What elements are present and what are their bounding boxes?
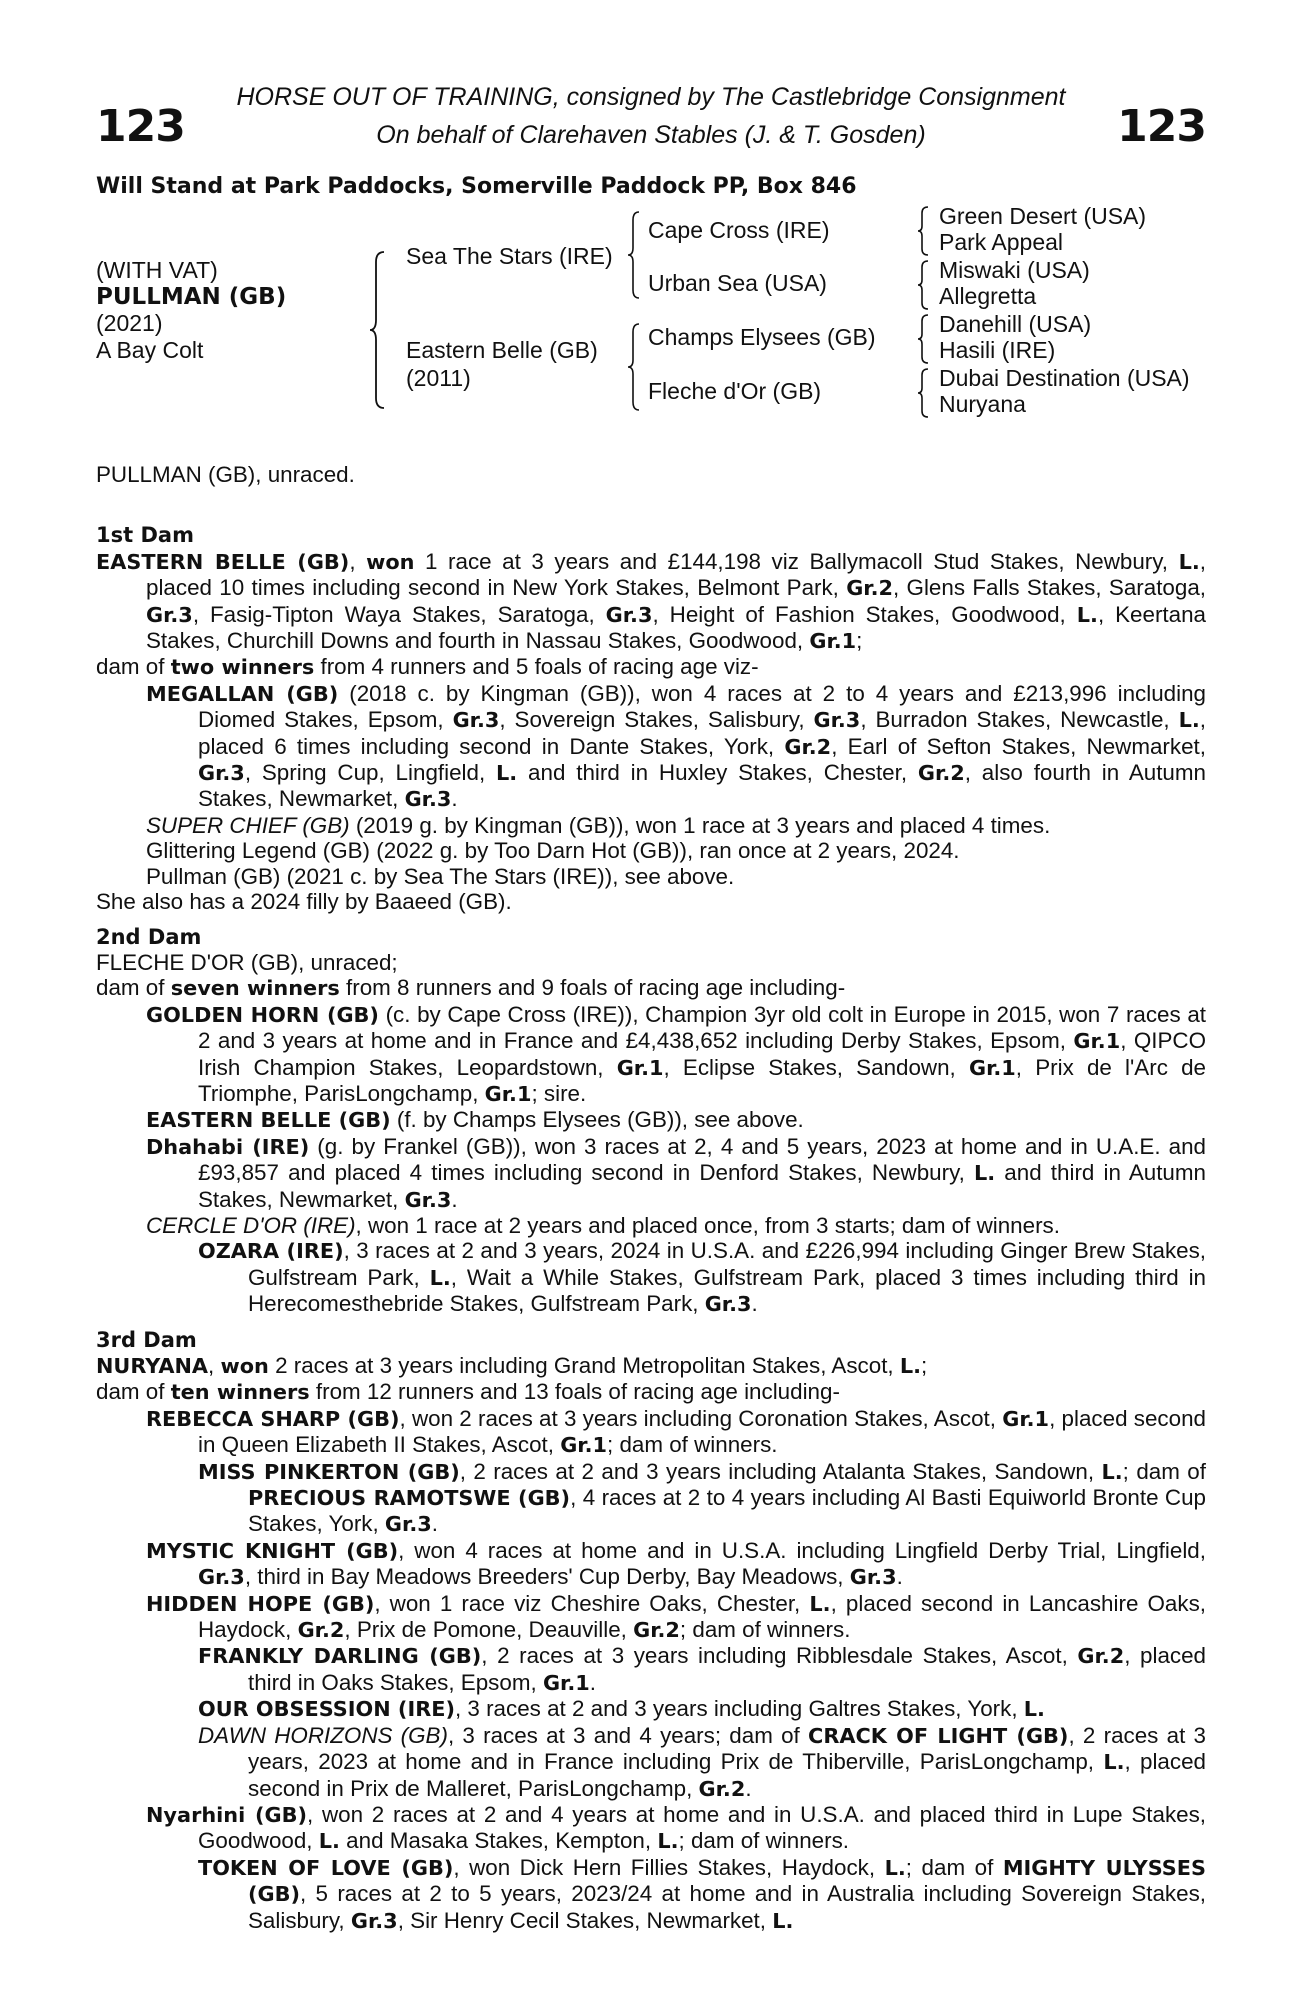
text-run: . xyxy=(751,1291,758,1317)
first-dam-footer: She also has a 2024 filly by Baaeed (GB). xyxy=(96,889,512,915)
text-run: FLECHE D'OR (GB), unraced; xyxy=(96,949,398,975)
bold-text: L. xyxy=(772,1908,794,1933)
bold-text: L. xyxy=(496,761,518,786)
text-run: , third in Bay Meadows Breeders' Cup Derby, Bay Meadows, xyxy=(244,1564,850,1590)
text-run: and Masaka Stakes, Kempton, xyxy=(339,1828,658,1854)
text-run: Glittering Legend (GB) (2022 g. by Too Darn Hot (GB)), ran once at 2 years, 2024. xyxy=(146,838,960,864)
text-run: Pullman (GB) (2021 c. by Sea The Stars (IRE)), see above. xyxy=(146,863,735,889)
bold-text: REBECCA SHARP (GB) xyxy=(146,1406,400,1431)
text-run: ; dam of winners. xyxy=(679,1617,851,1643)
bold-text: MIGHTY ULYSSES (GB) xyxy=(248,1855,1206,1907)
bold-text: Gr.3 xyxy=(404,1187,452,1212)
sire-dam: Urban Sea (USA) xyxy=(648,270,827,296)
pedigree-brace-g3 xyxy=(916,313,930,365)
text-run: , 3 races at 2 and 3 years, 2024 in U.S.A. and £226,994 including Ginger Brew Stakes, Gulfstream Park, xyxy=(248,1238,1207,1290)
text-run: , 5 races at 2 to 5 years, 2023/24 at home and in Australia including Sovereign Stakes, Salisbury, xyxy=(248,1881,1206,1933)
bold-text: Gr.2 xyxy=(784,734,832,759)
ancestor-1: Green Desert (USA) xyxy=(939,203,1147,229)
text-run: , won 4 races at home and in U.S.A. including Lingfield Derby Trial, Lingfield, xyxy=(398,1537,1206,1563)
produce-entry xyxy=(96,1107,1206,1133)
text-run: 2 races at 3 years including Grand Metropolitan Stakes, Ascot, xyxy=(268,1353,900,1378)
text-run: , placed second in Prix de Malleret, ParisLongchamp, xyxy=(248,1749,1206,1801)
produce-entry xyxy=(96,1591,1206,1644)
on-behalf-line: On behalf of Clarehaven Stables (J. & T. Gosden) xyxy=(376,121,926,149)
pedigree-brace-main xyxy=(368,250,388,410)
bold-text: Gr.3 xyxy=(605,602,653,627)
bold-text: Gr.1 xyxy=(484,1081,532,1106)
bold-text: L. xyxy=(1101,1459,1123,1484)
ancestor-7: Dubai Destination (USA) xyxy=(939,365,1190,391)
third-dam-record xyxy=(96,1353,1206,1379)
text-run: (c. by Cape Cross (IRE)), Champion 3yr old colt in Europe in 2015, won 7 races at 2 and 3 years at home and in France and £4,438,652 including Derby Stakes, Epsom, xyxy=(198,1001,1207,1054)
bold-text: TOKEN OF LOVE (GB) xyxy=(198,1855,454,1880)
first-dam-heading: 1st Dam xyxy=(96,523,194,548)
horse-name: PULLMAN (GB) xyxy=(96,284,287,310)
consignment-line: HORSE OUT OF TRAINING, consigned by The Castlebridge Consignment xyxy=(236,83,1066,111)
bold-text: Gr.1 xyxy=(542,1670,590,1695)
produce-entry xyxy=(96,864,1206,889)
produce-entry-sub xyxy=(96,1696,1206,1722)
text-run: , Prix de Pomone, Deauville, xyxy=(344,1617,634,1643)
bold-text: Gr.3 xyxy=(146,602,193,627)
text-run: dam of xyxy=(96,1379,171,1405)
pedigree-brace-sire xyxy=(626,210,642,300)
bold-text: L. xyxy=(809,1591,831,1616)
produce-entry xyxy=(96,1406,1206,1459)
bold-text: CRACK OF LIGHT (GB) xyxy=(808,1723,1069,1748)
bold-text: Gr.1 xyxy=(1073,1029,1121,1054)
bold-text: L. xyxy=(1076,602,1098,627)
bold-text: won xyxy=(366,549,415,574)
bold-text: Gr.1 xyxy=(809,629,857,654)
bold-text: EASTERN BELLE (GB) xyxy=(146,1108,391,1133)
text-run: from 12 runners and 13 foals of racing age including- xyxy=(309,1379,840,1405)
bold-text: Gr.2 xyxy=(633,1618,680,1643)
text-run: ; dam of xyxy=(1122,1458,1206,1484)
bold-text: Gr.2 xyxy=(846,576,894,601)
text-run: , won 1 race viz Cheshire Oaks, Chester, xyxy=(374,1590,810,1616)
third-dam-heading: 3rd Dam xyxy=(96,1327,197,1352)
first-dam-record xyxy=(96,549,1206,655)
produce-entry-sub xyxy=(96,1459,1206,1538)
horse-racing-record: PULLMAN (GB), unraced. xyxy=(96,462,355,487)
ancestor-2: Park Appeal xyxy=(939,229,1064,255)
text-run: . xyxy=(589,1669,596,1695)
text-run: , won 1 race at 2 years and placed once, from 3 starts; dam of winners. xyxy=(355,1212,1060,1238)
text-run: , placed third in Oaks Stakes, Epsom, xyxy=(248,1643,1206,1695)
text-run: (2018 c. by Kingman (GB)), won 4 races at 2 to 4 years and £213,996 including Diomed Stakes, Epsom, xyxy=(198,680,1207,733)
text-run: , Burradon Stakes, Newcastle, xyxy=(860,707,1179,733)
text-run: , Earl of Sefton Stakes, Newmarket, xyxy=(831,733,1206,759)
produce-entry-sub xyxy=(96,1855,1206,1934)
produce-entry-sub xyxy=(96,1643,1206,1696)
text-run: from 8 runners and 9 foals of racing age including- xyxy=(339,975,846,1001)
text-run: , 4 races at 2 to 4 years including Al Basti Equiworld Bronte Cup Stakes, York, xyxy=(248,1485,1206,1537)
produce-entry xyxy=(96,1002,1206,1108)
bold-text: MISS PINKERTON (GB) xyxy=(198,1459,460,1484)
bold-text: L. xyxy=(899,1354,922,1378)
bold-text: L. xyxy=(1178,708,1200,733)
produce-entry xyxy=(96,838,1206,863)
bold-text: L. xyxy=(1023,1697,1045,1722)
pedigree-brace-g1 xyxy=(916,205,930,257)
text-run: dam of xyxy=(96,975,171,1001)
bold-text: Gr.2 xyxy=(297,1618,345,1643)
ancestor-4: Allegretta xyxy=(939,283,1037,309)
third-dam-produce-list xyxy=(96,1406,1206,1934)
bold-text: Gr.3 xyxy=(198,1565,245,1590)
text-run: , 2 races at 3 years, 2023 at home and in France including Prix de Thiberville, ParisLongchamp, xyxy=(248,1722,1207,1775)
bold-text: L. xyxy=(884,1855,906,1880)
bold-text: Dhahabi (IRE) xyxy=(146,1134,310,1159)
text-run: , placed second in Lancashire Oaks, Haydock, xyxy=(198,1590,1206,1643)
bold-text: two winners xyxy=(170,655,315,680)
text-run: , won 2 races at 3 years including Coronation Stakes, Ascot, xyxy=(399,1405,1003,1431)
text-run: , Sovereign Stakes, Salisbury, xyxy=(499,707,814,733)
sire-sire: Cape Cross (IRE) xyxy=(648,217,830,243)
text-run: , won 2 races at 2 and 4 years at home and in U.S.A. and placed third in Lupe Stakes, Goodwood, xyxy=(198,1801,1207,1854)
bold-text: won xyxy=(220,1354,269,1378)
text-run: , xyxy=(349,548,367,574)
text-run: dam of xyxy=(96,654,171,680)
ancestor-3: Miswaki (USA) xyxy=(939,257,1090,283)
text-run: , xyxy=(208,1353,221,1378)
third-dam-produce-summary xyxy=(96,1379,1206,1405)
catalogue-body xyxy=(96,462,1206,1934)
bold-text: Gr.2 xyxy=(917,761,965,786)
bold-text: Gr.3 xyxy=(813,708,861,733)
vat-status: (WITH VAT) xyxy=(96,257,218,283)
text-run: , also fourth in Autumn Stakes, Newmarket, xyxy=(198,760,1206,812)
second-dam-produce-list xyxy=(96,1002,1206,1318)
bold-text: Gr.3 xyxy=(198,761,245,786)
bold-text: NURYANA xyxy=(96,1354,209,1378)
text-run: ; xyxy=(921,1353,928,1378)
text-run: , Eclipse Stakes, Sandown, xyxy=(663,1054,969,1080)
bold-text: Gr.3 xyxy=(452,708,500,733)
bold-text: L. xyxy=(429,1265,451,1290)
text-run: , 2 races at 2 and 3 years including Atalanta Stakes, Sandown, xyxy=(459,1458,1102,1484)
foaling-year: (2021) xyxy=(96,310,163,336)
text-run: ; sire. xyxy=(531,1080,587,1106)
bold-text: Gr.3 xyxy=(704,1292,752,1317)
produce-entry xyxy=(96,1134,1206,1213)
ancestor-8: Nuryana xyxy=(939,391,1026,417)
text-run: (f. by Champs Elysees (GB)), see above. xyxy=(390,1107,804,1133)
text-run: . xyxy=(431,1511,438,1537)
produce-entry xyxy=(96,1538,1206,1591)
italic-text: DAWN HORIZONS (GB) xyxy=(198,1722,448,1748)
pedigree-brace-g2 xyxy=(916,259,930,311)
text-run: , 2 races at 3 years including Ribblesdale Stakes, Ascot, xyxy=(481,1643,1078,1669)
text-run: ; xyxy=(856,628,863,654)
bold-text: ten winners xyxy=(170,1380,310,1405)
produce-entry xyxy=(96,813,1206,838)
bold-text: OUR OBSESSION (IRE) xyxy=(198,1697,455,1722)
text-run: , Prix de l'Arc de Triomphe, ParisLongchamp, xyxy=(198,1054,1206,1106)
text-run: ; dam of winners. xyxy=(678,1828,849,1854)
bold-text: Gr.2 xyxy=(1077,1644,1125,1669)
text-run: . xyxy=(451,1186,458,1212)
bold-text: seven winners xyxy=(170,976,340,1001)
stand-location: Will Stand at Park Paddocks, Somerville Paddock PP, Box 846 xyxy=(96,174,857,199)
horse-description: A Bay Colt xyxy=(96,337,204,363)
text-run: . xyxy=(896,1564,903,1590)
text-run: , Wait a While Stakes, Gulfstream Park, placed 3 times including third in Herecomesthebride Stakes, Gulfstream Park, xyxy=(248,1264,1206,1317)
text-run: and third in Autumn Stakes, Newmarket, xyxy=(198,1160,1206,1212)
produce-entry-sub xyxy=(96,1238,1206,1317)
first-dam-produce-summary xyxy=(96,654,1206,680)
bold-text: MYSTIC KNIGHT (GB) xyxy=(146,1538,399,1563)
dam-year: (2011) xyxy=(406,365,471,391)
bold-text: Gr.3 xyxy=(404,787,452,812)
bold-text: Gr.1 xyxy=(616,1055,664,1080)
lot-number-left: 123 xyxy=(96,101,185,152)
text-run: , placed 6 times including second in Dante Stakes, York, xyxy=(198,707,1206,759)
bold-text: EASTERN BELLE (GB) xyxy=(96,549,350,574)
bold-text: PRECIOUS RAMOTSWE (GB) xyxy=(248,1486,571,1511)
text-run: , Sir Henry Cecil Stakes, Newmarket, xyxy=(397,1907,773,1933)
bold-text: Gr.1 xyxy=(1002,1406,1050,1431)
text-run: . xyxy=(451,786,458,812)
italic-text: CERCLE D'OR (IRE) xyxy=(146,1212,356,1238)
bold-text: Nyarhini (GB) xyxy=(146,1802,308,1827)
lot-number-right: 123 xyxy=(1117,101,1206,152)
catalogue-page xyxy=(96,0,1206,2000)
produce-entry xyxy=(96,1213,1206,1238)
bold-text: Gr.2 xyxy=(698,1776,746,1801)
ancestor-5: Danehill (USA) xyxy=(939,311,1092,337)
text-run: , Spring Cup, Lingfield, xyxy=(244,760,497,786)
bold-text: FRANKLY DARLING (GB) xyxy=(198,1644,482,1669)
text-run: . xyxy=(745,1775,752,1801)
text-run: , placed second in Queen Elizabeth II Stakes, Ascot, xyxy=(198,1405,1206,1458)
pedigree-brace-dam xyxy=(626,322,642,412)
text-run: from 4 runners and 5 foals of racing age viz- xyxy=(314,654,759,680)
bold-text: Gr.3 xyxy=(384,1512,432,1537)
bold-text: L. xyxy=(973,1161,996,1186)
text-run: 1 race at 3 years and £144,198 viz Ballymacoll Stud Stakes, Newbury, xyxy=(414,548,1179,574)
bold-text: L. xyxy=(657,1829,679,1854)
dam: Eastern Belle (GB) xyxy=(406,337,598,363)
text-run: and third in Huxley Stakes, Chester, xyxy=(517,760,918,786)
dam-sire: Champs Elysees (GB) xyxy=(648,324,876,350)
produce-entry xyxy=(96,681,1206,813)
text-run: , Glens Falls Stakes, Saratoga, xyxy=(893,575,1206,601)
bold-text: Gr.3 xyxy=(849,1565,897,1590)
text-run: , Height of Fashion Stakes, Goodwood, xyxy=(652,601,1077,627)
ancestor-6: Hasili (IRE) xyxy=(939,337,1056,363)
bold-text: L. xyxy=(1178,549,1200,574)
bold-text: HIDDEN HOPE (GB) xyxy=(146,1591,375,1616)
text-run: , 3 races at 3 and 4 years; dam of xyxy=(447,1722,809,1748)
produce-entry xyxy=(96,1802,1206,1855)
bold-text: Gr.1 xyxy=(968,1055,1016,1080)
bold-text: OZARA (IRE) xyxy=(198,1239,344,1264)
text-run: (g. by Frankel (GB)), won 3 races at 2, 4 and 5 years, 2023 at home and in U.A.E. and £93,857 and placed 4 times including second in Denford Stakes, Newbury, xyxy=(198,1133,1206,1186)
text-run: ; dam of winners. xyxy=(607,1432,778,1458)
bold-text: Gr.1 xyxy=(560,1433,607,1458)
pedigree-brace-g4 xyxy=(916,367,930,419)
second-dam-heading: 2nd Dam xyxy=(96,924,202,949)
bold-text: MEGALLAN (GB) xyxy=(146,681,339,706)
bold-text: L. xyxy=(318,1829,340,1854)
first-dam-produce-list xyxy=(96,681,1206,889)
sire: Sea The Stars (IRE) xyxy=(406,243,613,269)
italic-text: SUPER CHIEF (GB) xyxy=(146,812,350,838)
second-dam-produce-summary xyxy=(96,975,1206,1001)
bold-text: GOLDEN HORN (GB) xyxy=(146,1002,379,1027)
bold-text: Gr.3 xyxy=(350,1908,398,1933)
text-run: (2019 g. by Kingman (GB)), won 1 race at 3 years and placed 4 times. xyxy=(349,812,1051,838)
second-dam-record xyxy=(96,950,1206,975)
text-run: , Fasig-Tipton Waya Stakes, Saratoga, xyxy=(192,601,606,627)
produce-entry-sub xyxy=(96,1723,1206,1802)
text-run: , 3 races at 2 and 3 years including Galtres Stakes, York, xyxy=(454,1696,1024,1722)
text-run: , Keertana Stakes, Churchill Downs and fourth in Nassau Stakes, Goodwood, xyxy=(146,601,1206,654)
bold-text: L. xyxy=(1103,1750,1125,1775)
dam-dam: Fleche d'Or (GB) xyxy=(648,378,822,404)
text-run: , won Dick Hern Fillies Stakes, Haydock, xyxy=(453,1854,885,1880)
text-run: ; dam of xyxy=(905,1854,1003,1880)
text-run: , QIPCO Irish Champion Stakes, Leopardstown, xyxy=(198,1028,1206,1080)
text-run: , placed 10 times including second in New York Stakes, Belmont Park, xyxy=(146,548,1206,601)
